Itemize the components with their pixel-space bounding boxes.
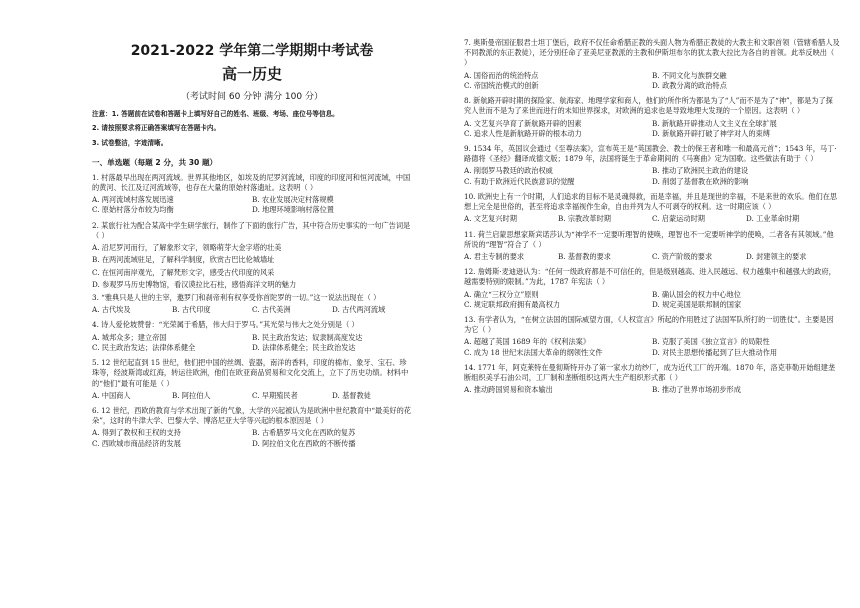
answer-option: A. 国俗而治的统治特点 [464,70,539,80]
question [464,192,840,225]
question-text: 8. 新航路开辟时期的探险家、航海家、地理学家和商人，他们的所作所为都是为了“人”而不是为了“神”，都是为了探究人世而不是为了来世而进行的未知世界探求，对欧洲的追求也是导致地理大发现的一个原因。这表明（ ） [464,96,833,116]
answer-option: A. 文艺复兴时期 [464,214,517,224]
answer-option: C. 原始村落分布较为均衡 [92,205,174,215]
question-text: 7. 奥斯曼帝国征服君士坦丁堡后，政府不仅任命希腊正教的头面人物为希腊正教徒的大教主和文职首领（管辖希腊人及不同教派的东正教徒），还分别任命了亚美尼亚教派的主教和伊斯坦布尔的犹太教大拉比为各自的首领。此举反映出（ ） [464,38,840,68]
answer-option: A. 中国商人 [92,390,131,400]
answer-option: C. 启蒙运动时期 [652,214,705,224]
exam-subject: 高一历史 [221,64,282,83]
options-group [92,428,412,448]
question-text: 14. 1771 年，阿克莱特在曼彻斯特开办了第一家水力纺纱厂，成为近代工厂的开端。1870 年，洛克菲勒开始组建垄断组织美孚石油公司，工厂制和垄断组织这两大生产组织形式都（ ） [464,362,836,383]
options-group [464,214,840,224]
answer-option: D. 参观罗马历史博物馆，看汉谟拉比石柱，感悟海洋文明的魅力 [92,279,297,289]
answer-option: D. 削弱了基督教在欧洲的影响 [652,176,749,186]
question-text: 6. 12 世纪，西欧的教育与学术出现了新的气象，大学的兴起被认为是欧洲中世纪教育中“最美好的花朵”，这时的牛津大学、巴黎大学、博洛尼亚大学等兴起的根本原因是（ ） [92,405,411,426]
exam-title: 2021-2022 学年第二学期期中考试卷 [130,43,374,59]
answer-option: A. 文艺复兴孕育了新航路开辟的因素 [464,118,582,128]
question-text: 5. 12 世纪起直到 15 世纪，他们把中国的丝绸、瓷器，南洋的香料，印度的棉布、象牙、宝石、珍珠等，经波斯湾或红海，转运往欧洲，他们在欧亚商品贸易和文化交流上，立下了历史功绩。材料中的“他们”最有可能是（ ） [92,358,409,388]
question [92,221,412,290]
answer-option: B. 农业发展决定村落规模 [252,195,334,205]
options-group [464,166,840,186]
answer-option: A. 削弱罗马教廷的政治权威 [464,166,553,176]
question-text: 12. 詹姆斯·麦迪逊认为：“任何一级政府都是不可信任的，但是级别越高、进入民越远、权力越集中和越强大的政府，越需要特别的限制。”为此，1787 年宪法（ ） [464,267,836,287]
answer-option: B. 推动了世界市场初步形成 [652,385,741,395]
answer-option: D. 阿拉伯文化在西欧的不断传播 [252,438,356,448]
question [92,293,412,315]
notice-line: 2. 请按照要求将正确答案填写在答题卡内。 [92,124,221,133]
answer-option: C. 古代美洲 [252,305,291,315]
answer-option: A. 推动跨国贸易和资本输出 [464,385,553,395]
options-group [92,243,412,290]
answer-option: C. 规定联邦政府拥有最高权力 [464,299,561,309]
question [92,320,412,353]
answer-option: D. 规定美国是联邦制的国家 [652,299,742,309]
options-group [464,252,840,262]
answer-option: B. 不同文化与族群交融 [652,70,727,80]
answer-option: B. 确认国会的权力中心地位 [652,289,741,299]
question [464,267,840,310]
options-group [464,290,840,310]
question [464,38,840,91]
exam-time-line: （考试时间 60 分钟 满分 100 分） [181,92,323,103]
question-text: 3. “雅典只是人世的主宰，邀罗门和刹帝利有权享受你首陀罗的一切。”这一说法出现在（ ） [92,292,381,302]
question-text: 13. 有学者认为，“在树立法国的国际威望方面，《人权宣言》所起的作用胜过了法国军队所打的一切胜仗”。主要是因为它（ ） [464,315,834,335]
answer-option: A. 得到了教权和王权的支持 [92,428,181,438]
answer-option: A. 古代埃及 [92,305,131,315]
options-group [92,305,412,315]
question-text: 1. 村落最早出现在两河流域。世界其他地区，如埃及的尼罗河流域，印度的印度河和恒河流域，中国的黄河、长江及辽河流域等，也存在大量的原始村落遗址。这表明（ ） [92,172,411,193]
question-text: 4. 诗人爱伦坡赞誉：“光荣属于希腊，伟大归于罗马。”其光荣与伟大之处分别是（ ） [92,320,359,330]
answer-option: B. 民主政治发达；奴隶制高度发达 [252,332,363,342]
answer-option: B. 在两河流域驻足，了解科学制度，欣赏古巴比伦城墙址 [92,255,275,265]
question [464,96,840,139]
right-column [430,0,860,608]
question-text: 10. 欧洲史上有一个时期，人们追求的目标不是灵魂得救，而是幸福，并且是现世的幸福，不是来世的欢乐。他们在思想上完全是世俗的，甚至将追求幸福视作生命，自由并列为人不可剥夺的权利。这一时期应该（ ） [464,191,838,212]
section-heading: 一、单选题（每题 2 分，共 30 题） [92,158,218,168]
notice-block [92,110,412,148]
question [464,315,840,358]
answer-option: C. 有助于欧洲近代民族意识的觉醒 [464,176,575,186]
answer-option: D. 封建领主的要求 [746,251,807,261]
question [92,358,412,401]
question-text: 2. 某旅行社为配合某高中学生研学旅行，制作了下面的旅行广告，其中符合历史事实的一句广告词是（ ） [92,220,411,240]
answer-option: C. 资产阶级的要求 [652,251,713,261]
answer-option: A. 两河流域村落发展迅速 [92,195,174,205]
left-question-list [92,173,412,449]
answer-option: B. 阿拉伯人 [172,390,211,400]
answer-option: A. 城邦众多；建立帝国 [92,332,167,342]
answer-option: A. 超越了英国 1689 年的《权利法案》 [464,337,591,347]
question [92,173,412,216]
notice-line: 注意：1. 答题前在试卷和答题卡上填写好自己的姓名、班级、考场、座位号等信息。 [92,109,339,118]
answer-option: B. 克服了美国《独立宣言》的局限性 [652,337,770,347]
answer-option: C. 西欧城市商品经济的发展 [92,438,181,448]
options-group [464,119,840,139]
question-text: 11. 荷兰启蒙思想家斯宾诺莎认为“神学不一定要听理智的使唤，理智也不一定要听神学的使唤，二者各有其领域。”他所说的“理智”符合了（ ） [464,229,834,249]
answer-option: A. 君主专制的要求 [464,251,525,261]
answer-option: C. 成为 18 世纪末法国大革命的纲领性文件 [464,347,603,357]
answer-option: D. 古代两河流域 [332,305,386,315]
question-text: 9. 1534 年，英国议会通过《至尊法案》，宣布英王是“英国教会、教士的保王者和唯一和最高元首”；1543 年，马丁·路德将《圣经》翻译成德文版；1879 年，法国将诞生于革命期间的《马赛曲》定为国歌。这些做法有助于（ ） [464,143,837,164]
options-group [92,333,412,353]
answer-option: B. 宗教改革时期 [558,214,611,224]
answer-option: A. 沿尼罗河而行，了解象形文字，领略萌芽大金字塔的壮美 [92,243,282,253]
options-group [464,385,840,395]
answer-option: B. 基督教的要求 [558,251,611,261]
right-question-list [464,38,840,396]
answer-option: D. 对民主思想传播起到了巨大推动作用 [652,347,778,357]
answer-option: C. 在恒河南岸观光，了解梵形文字，感受古代印度的风采 [92,267,275,277]
options-group [92,195,412,215]
answer-option: B. 推动了欧洲民主政治的建设 [652,166,749,176]
answer-option: C. 帝国统治模式的创新 [464,80,539,90]
options-group [464,71,840,91]
options-group [92,391,412,401]
answer-option: D. 地理环境影响村落位置 [252,205,334,215]
question [464,144,840,187]
answer-option: C. 追求人性是新航路开辟的根本动力 [464,128,582,138]
answer-option: C. 早期殖民者 [252,390,298,400]
answer-option: A. 确立“三权分立”原则 [464,289,539,299]
answer-option: B. 新航路开辟推动人文主义在全球扩展 [652,118,777,128]
answer-option: B. 古希腊罗马文化在西欧的复苏 [252,428,356,438]
notice-line: 3. 试卷整洁，字迹清晰。 [92,138,168,147]
question [464,363,840,396]
question [92,406,412,449]
answer-option: D. 工业革命时期 [746,214,800,224]
options-group [464,337,840,357]
question [464,230,840,263]
answer-option: C. 民主政治发达；法律体系健全 [92,342,196,352]
answer-option: D. 政教分离的政治特点 [652,80,727,90]
answer-option: D. 基督教徒 [332,390,371,400]
answer-option: D. 新航路开辟打破了神学对人的束缚 [652,128,770,138]
answer-option: D. 法律体系健全；民主政治发达 [252,342,356,352]
answer-option: B. 古代印度 [172,305,211,315]
